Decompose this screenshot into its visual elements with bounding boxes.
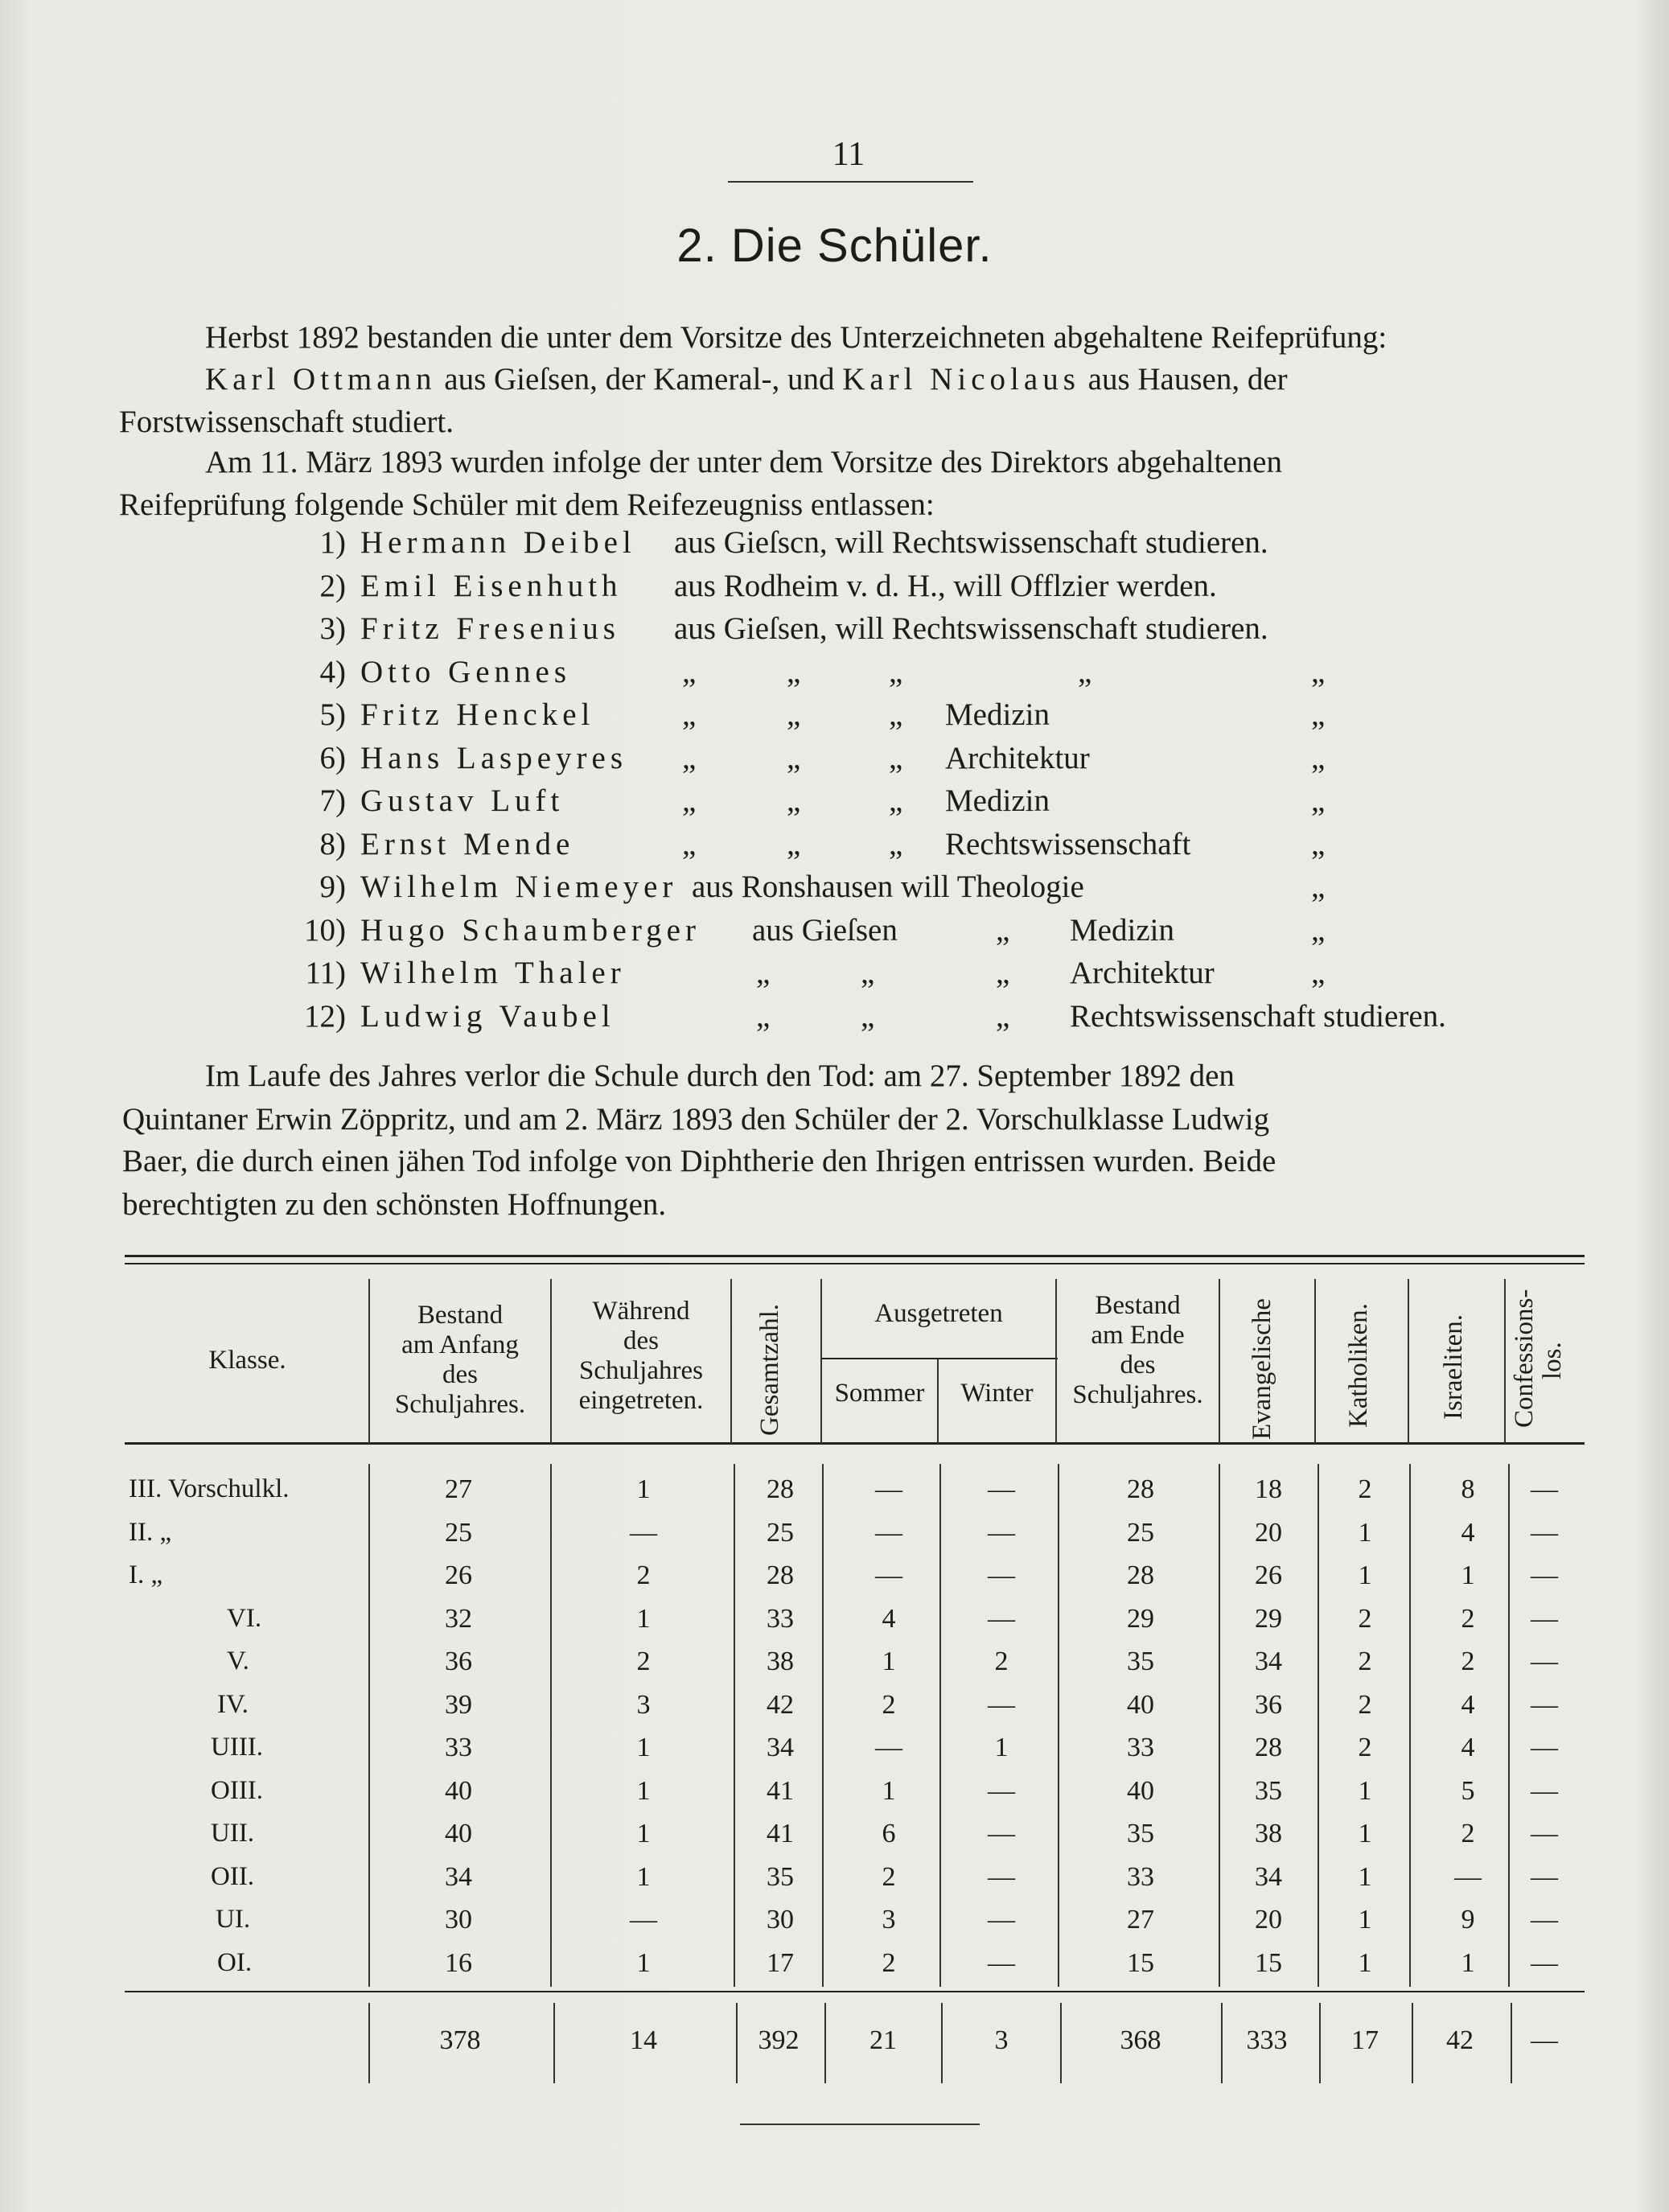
header-waehrend-2: des [623, 1326, 659, 1355]
header-waehrend-3: Schuljahres [579, 1355, 703, 1385]
table-cell: 32 [445, 1604, 472, 1634]
ditto-mark: „ [889, 655, 903, 689]
pupil-name: Hermann Deibel [360, 525, 636, 560]
table-cell: 1 [636, 1862, 651, 1892]
table-cell: 1 [1358, 1948, 1372, 1978]
table-cell: 39 [445, 1690, 472, 1720]
table-cell: 36 [1255, 1690, 1282, 1720]
table-cell: — [988, 1518, 1015, 1548]
table-cell: 15 [1127, 1948, 1154, 1978]
table-cell: — [875, 1518, 902, 1548]
header-bestand-ende-3: des [1120, 1350, 1156, 1379]
table-cell: 4 [1461, 1518, 1475, 1548]
section-title: 2. Die Schüler. [676, 220, 993, 272]
pupil-name: Fritz Fresenius [360, 611, 620, 646]
table-cell: 6 [882, 1819, 896, 1848]
ditto-mark: „ [889, 697, 903, 732]
total-cell: — [1531, 2025, 1558, 2055]
footer-rule [740, 2124, 980, 2125]
table-cell: — [875, 1560, 902, 1590]
header-israeliten: Israeliten. [1439, 1314, 1468, 1420]
table-cell: 8 [1461, 1474, 1475, 1504]
pupil-name: Gustav Luft [360, 783, 565, 818]
table-cell: 28 [1127, 1474, 1154, 1504]
row-klasse: IV. [217, 1690, 249, 1719]
table-cell: 1 [1461, 1948, 1475, 1978]
pupil-details: aus Ronshausen will Theologie [692, 870, 1084, 904]
table-cell: 34 [1255, 1862, 1282, 1892]
ditto-mark: „ [889, 741, 903, 775]
table-top-rule-2 [125, 1263, 1585, 1264]
table-cell: 40 [1127, 1690, 1154, 1720]
ausgetreten-rule [820, 1358, 1058, 1359]
intro-mid-1: aus Gieſsen, der Kameral-, und [444, 362, 835, 397]
page-number: 11 [832, 136, 865, 173]
table-cell: 2 [1461, 1604, 1475, 1634]
ditto-mark: „ [889, 783, 903, 818]
table-cell: 26 [1255, 1560, 1282, 1590]
row-klasse: V. [227, 1647, 249, 1675]
header-evangelische: Evangelische [1248, 1298, 1276, 1440]
ditto-mark: „ [682, 827, 697, 861]
ditto-mark: „ [756, 956, 771, 990]
ditto-mark: „ [1311, 913, 1326, 948]
ditto-mark: „ [996, 999, 1010, 1034]
table-cell: — [988, 1690, 1015, 1720]
closing-line-3: Baer, die durch einen jähen Tod infolge von Diphtherie den Ihrigen entrissen wurden. Beide [122, 1144, 1276, 1178]
table-cell: 35 [1127, 1819, 1154, 1848]
pupil-number: 11) [305, 956, 346, 990]
table-cell: 20 [1255, 1518, 1282, 1548]
table-cell: — [1531, 1647, 1558, 1676]
intro-line-1: Herbst 1892 bestanden die unter dem Vorsitze des Unterzeichneten abgehaltene Reifeprüfung: [205, 320, 1387, 355]
table-cell: 15 [1255, 1948, 1282, 1978]
ditto-mark: „ [787, 697, 801, 732]
ditto-mark: „ [756, 999, 771, 1034]
table-cell: 1 [636, 1604, 651, 1634]
table-cell: 1 [1358, 1905, 1372, 1934]
header-bestand-ende-2: am Ende [1091, 1320, 1185, 1350]
header-bestand-anfang-2: am Anfang [401, 1330, 519, 1359]
table-cell: — [1531, 1862, 1558, 1892]
table-cell: 33 [767, 1604, 794, 1634]
table-cell: 4 [1461, 1733, 1475, 1762]
body-sep-2 [550, 1464, 552, 1987]
ditto-mark: „ [996, 913, 1010, 948]
table-cell: — [988, 1776, 1015, 1806]
body-sep-1 [368, 1464, 370, 1987]
col-sep-8 [1314, 1279, 1316, 1444]
table-cell: 1 [636, 1474, 651, 1504]
table-cell: 2 [636, 1647, 651, 1676]
pupil-subject: Rechtswissenschaft studieren. [1070, 999, 1446, 1034]
table-cell: 1 [636, 1776, 651, 1806]
col-sep-9 [1408, 1279, 1409, 1444]
header-confessionslos-2: los. [1537, 1342, 1567, 1379]
table-cell: 1 [1358, 1776, 1372, 1806]
table-top-rule [125, 1255, 1585, 1257]
table-cell: 2 [1358, 1604, 1372, 1634]
ditto-mark: „ [682, 783, 697, 818]
table-cell: 1 [1358, 1518, 1372, 1548]
table-cell: 9 [1461, 1905, 1475, 1934]
header-bestand-ende [1057, 1291, 1219, 1410]
ditto-mark: „ [787, 827, 801, 861]
table-cell: 2 [1358, 1647, 1372, 1676]
pupil-name: Emil Eisenhuth [360, 569, 623, 603]
total-cell: 368 [1120, 2025, 1161, 2055]
pupil-number: 12) [304, 999, 346, 1034]
pupil-subject: Architektur [1070, 956, 1215, 990]
header-ausgetreten: Ausgetreten [874, 1299, 1003, 1328]
table-cell: 30 [767, 1905, 794, 1934]
table-cell: 4 [882, 1604, 896, 1634]
table-cell: 28 [1255, 1733, 1282, 1762]
pupil-number: 10) [304, 913, 346, 948]
table-cell: 28 [1127, 1560, 1154, 1590]
table-cell: 35 [1127, 1647, 1154, 1676]
pupil-number: 7) [319, 783, 346, 818]
intro-name-2: Karl Nicolaus [842, 362, 1080, 397]
header-bestand-anfang-1: Bestand [417, 1301, 504, 1330]
table-cell: 25 [445, 1518, 472, 1548]
table-cell: 34 [1255, 1647, 1282, 1676]
table-cell: — [1531, 1518, 1558, 1548]
table-cell: 34 [445, 1862, 472, 1892]
closing-line-4: berechtigten zu den schönsten Hoffnungen. [122, 1187, 667, 1222]
table-cell: 1 [1358, 1560, 1372, 1590]
table-cell: 35 [767, 1862, 794, 1892]
table-cell: — [988, 1604, 1015, 1634]
total-cell: 392 [758, 2025, 800, 2055]
closing-line-2: Quintaner Erwin Zöppritz, und am 2. März 1893 den Schüler der 2. Vorschulklasse Ludwig [122, 1102, 1270, 1137]
pupil-name: Hugo Schaumberger [360, 913, 701, 948]
table-cell: — [1531, 1604, 1558, 1634]
closing-line-1: Im Laufe des Jahres verlor die Schule durch den Tod: am 27. September 1892 den [205, 1059, 1235, 1093]
table-cell: — [1531, 1948, 1558, 1978]
row-klasse: OIII. [211, 1776, 264, 1805]
sum-sep-2 [553, 2003, 555, 2083]
pupil-details: aus Gieſsen, will Rechtswissenschaft studieren. [674, 611, 1268, 646]
ditto-mark: „ [787, 741, 801, 775]
intro-line-3: Forstwissenschaft studiert. [119, 405, 454, 439]
table-cell: 2 [882, 1862, 896, 1892]
pupil-number: 1) [319, 525, 346, 560]
ditto-mark: „ [861, 999, 875, 1034]
pupil-subject: Architektur [945, 741, 1090, 775]
ditto-mark: „ [1311, 783, 1326, 818]
table-cell: 28 [767, 1474, 794, 1504]
row-klasse: OII. [211, 1862, 255, 1891]
table-cell: 25 [767, 1518, 794, 1548]
table-cell: 2 [994, 1647, 1009, 1676]
header-rule [728, 181, 973, 183]
pupil-number: 5) [319, 697, 346, 732]
sum-sep-6 [1060, 2003, 1062, 2083]
header-waehrend-4: eingetreten. [578, 1385, 704, 1415]
pupil-name: Fritz Henckel [360, 697, 595, 732]
table-cell: 2 [1461, 1647, 1475, 1676]
row-klasse: VI. [227, 1604, 262, 1633]
intro-line-5: Reifeprüfung folgende Schüler mit dem Reifezeugniss entlassen: [119, 487, 935, 522]
table-cell: 1 [1461, 1560, 1475, 1590]
table-cell: 27 [1127, 1905, 1154, 1934]
table-cell: 40 [1127, 1776, 1154, 1806]
row-klasse: UII. [211, 1819, 255, 1848]
row-klasse: III. Vorschulkl. [129, 1474, 290, 1503]
ditto-mark: „ [1311, 655, 1326, 689]
row-klasse: OI. [217, 1948, 253, 1977]
pupil-number: 4) [319, 655, 346, 689]
table-cell: 2 [1358, 1733, 1372, 1762]
header-gesamtzahl: Gesamtzahl. [755, 1303, 784, 1436]
table-cell: 1 [882, 1776, 896, 1806]
row-klasse: I. „ [129, 1560, 163, 1589]
ditto-mark: „ [682, 741, 697, 775]
ditto-mark: „ [861, 956, 875, 990]
header-confessionslos-1: Confessions- [1510, 1289, 1539, 1428]
table-cell: 2 [882, 1948, 896, 1978]
total-cell: 3 [994, 2025, 1009, 2055]
table-cell: 40 [445, 1776, 472, 1806]
header-waehrend-1: Während [592, 1297, 690, 1326]
header-bestand-anfang-3: des [442, 1359, 478, 1389]
table-cell: 18 [1255, 1474, 1282, 1504]
table-cell: 33 [1127, 1862, 1154, 1892]
pupil-name: Wilhelm Niemeyer [360, 870, 678, 904]
table-cell: 2 [1358, 1474, 1372, 1504]
ditto-mark: „ [1311, 870, 1326, 904]
table-cell: 1 [1358, 1862, 1372, 1892]
pupil-details: aus Gieſsen [752, 913, 898, 948]
header-waehrend [552, 1297, 730, 1416]
intro-line-4: Am 11. März 1893 wurden infolge der unter dem Vorsitze des Direktors abgehaltenen [205, 445, 1282, 479]
table-cell: — [988, 1948, 1015, 1978]
ditto-mark: „ [889, 827, 903, 861]
pupil-subject: Medizin [1070, 913, 1174, 948]
table-cell: 25 [1127, 1518, 1154, 1548]
table-cell: 41 [767, 1819, 794, 1848]
header-confessionslos [1511, 1289, 1566, 1428]
table-cell: — [1531, 1560, 1558, 1590]
total-cell: 333 [1246, 2025, 1288, 2055]
ditto-mark: „ [787, 783, 801, 818]
table-cell: 20 [1255, 1905, 1282, 1934]
header-sommer: Sommer [834, 1379, 925, 1408]
table-cell: 16 [445, 1948, 472, 1978]
table-cell: 2 [636, 1560, 651, 1590]
table-cell: 35 [1255, 1776, 1282, 1806]
table-cell: 1 [882, 1647, 896, 1676]
col-sep-7 [1219, 1279, 1220, 1444]
table-cell: 5 [1461, 1776, 1475, 1806]
table-cell: 1 [636, 1819, 651, 1848]
table-cell: — [1531, 1474, 1558, 1504]
table-cell: 41 [767, 1776, 794, 1806]
body-sep-5 [939, 1464, 941, 1987]
ditto-mark: „ [1311, 827, 1326, 861]
pupil-name: Wilhelm Thaler [360, 956, 626, 990]
table-cell: 2 [1461, 1819, 1475, 1848]
pupil-number: 3) [319, 611, 346, 646]
ditto-mark: „ [1311, 956, 1326, 990]
pupil-number: 8) [319, 827, 346, 861]
table-cell: 2 [1358, 1690, 1372, 1720]
ditto-mark: „ [996, 956, 1010, 990]
table-cell: — [1531, 1905, 1558, 1934]
table-cell: 4 [1461, 1690, 1475, 1720]
table-cell: 38 [767, 1647, 794, 1676]
pupil-name: Ernst Mende [360, 827, 575, 861]
total-cell: 42 [1446, 2025, 1474, 2055]
total-cell: 17 [1351, 2025, 1379, 2055]
table-header-rule [125, 1442, 1585, 1445]
pupil-subject: Medizin [945, 783, 1050, 818]
table-cell: 1 [636, 1948, 651, 1978]
table-cell: — [1531, 1776, 1558, 1806]
table-cell: 42 [767, 1690, 794, 1720]
pupil-subject: Rechtswissenschaft [945, 827, 1191, 861]
table-cell: 1 [994, 1733, 1009, 1762]
ditto-mark: „ [787, 655, 801, 689]
table-cell: 27 [445, 1474, 472, 1504]
header-klasse: Klasse. [208, 1346, 286, 1375]
sum-sep-1 [368, 2003, 370, 2083]
pupil-subject: Medizin [945, 697, 1050, 732]
pupil-number: 6) [319, 741, 346, 775]
intro-end-1: aus Hausen, der [1087, 362, 1288, 397]
intro-name-1: Karl Ottmann [205, 362, 437, 397]
pupil-name: Hans Laspeyres [360, 741, 627, 775]
table-cell: 34 [767, 1733, 794, 1762]
table-cell: 29 [1127, 1604, 1154, 1634]
header-winter: Winter [960, 1379, 1034, 1408]
row-klasse: UI. [216, 1905, 251, 1934]
table-cell: — [630, 1905, 657, 1934]
ditto-mark: „ [682, 655, 697, 689]
table-cell: 1 [636, 1733, 651, 1762]
header-bestand-ende-4: Schuljahres. [1072, 1379, 1203, 1409]
pupil-details: aus Rodheim v. d. H., will Offlzier werden. [674, 569, 1217, 603]
table-cell: 40 [445, 1819, 472, 1848]
table-cell: 3 [636, 1690, 651, 1720]
table-cell: 29 [1255, 1604, 1282, 1634]
table-cell: — [988, 1474, 1015, 1504]
table-cell: — [988, 1905, 1015, 1934]
table-cell: — [1454, 1862, 1482, 1892]
pupil-name: Ludwig Vaubel [360, 999, 615, 1034]
intro-line-2 [205, 364, 1581, 395]
row-klasse: II. „ [129, 1518, 172, 1547]
total-cell: 21 [869, 2025, 897, 2055]
pupil-number: 2) [319, 569, 346, 603]
pupil-subject: „ [1078, 655, 1092, 689]
col-sep-3 [730, 1279, 732, 1444]
table-cell: — [988, 1560, 1015, 1590]
table-cell: 33 [1127, 1733, 1154, 1762]
ditto-mark: „ [1311, 741, 1326, 775]
table-cell: — [988, 1819, 1015, 1848]
sum-sep-5 [941, 2003, 943, 2083]
table-cell: 36 [445, 1647, 472, 1676]
table-cell: 17 [767, 1948, 794, 1978]
header-bestand-anfang [370, 1301, 550, 1420]
pupil-name: Otto Gennes [360, 655, 572, 689]
table-cell: 2 [882, 1690, 896, 1720]
table-cell: — [1531, 1733, 1558, 1762]
table-cell: 26 [445, 1560, 472, 1590]
header-katholiken: Katholiken. [1344, 1303, 1373, 1428]
table-cell: 3 [882, 1905, 896, 1934]
table-cell: — [1531, 1819, 1558, 1848]
table-sum-rule [125, 1991, 1585, 1992]
total-cell: 14 [630, 2025, 657, 2055]
table-cell: 28 [767, 1560, 794, 1590]
table-cell: — [875, 1474, 902, 1504]
header-bestand-ende-1: Bestand [1095, 1291, 1181, 1320]
table-cell: — [988, 1862, 1015, 1892]
pupil-details: aus Gieſscn, will Rechtswissenschaft studieren. [674, 525, 1268, 560]
body-sep-6 [1058, 1464, 1059, 1987]
table-cell: — [630, 1518, 657, 1548]
table-cell: 30 [445, 1905, 472, 1934]
table-cell: 33 [445, 1733, 472, 1762]
col-sep-10 [1504, 1279, 1506, 1444]
ditto-mark: „ [682, 697, 697, 732]
table-cell: 38 [1255, 1819, 1282, 1848]
row-klasse: UIII. [211, 1733, 264, 1762]
pupil-number: 9) [319, 870, 346, 904]
header-bestand-anfang-4: Schuljahres. [394, 1389, 526, 1419]
table-cell: — [1531, 1690, 1558, 1720]
table-cell: — [875, 1733, 902, 1762]
ditto-mark: „ [1311, 697, 1326, 732]
total-cell: 378 [439, 2025, 481, 2055]
table-cell: 1 [1358, 1819, 1372, 1848]
